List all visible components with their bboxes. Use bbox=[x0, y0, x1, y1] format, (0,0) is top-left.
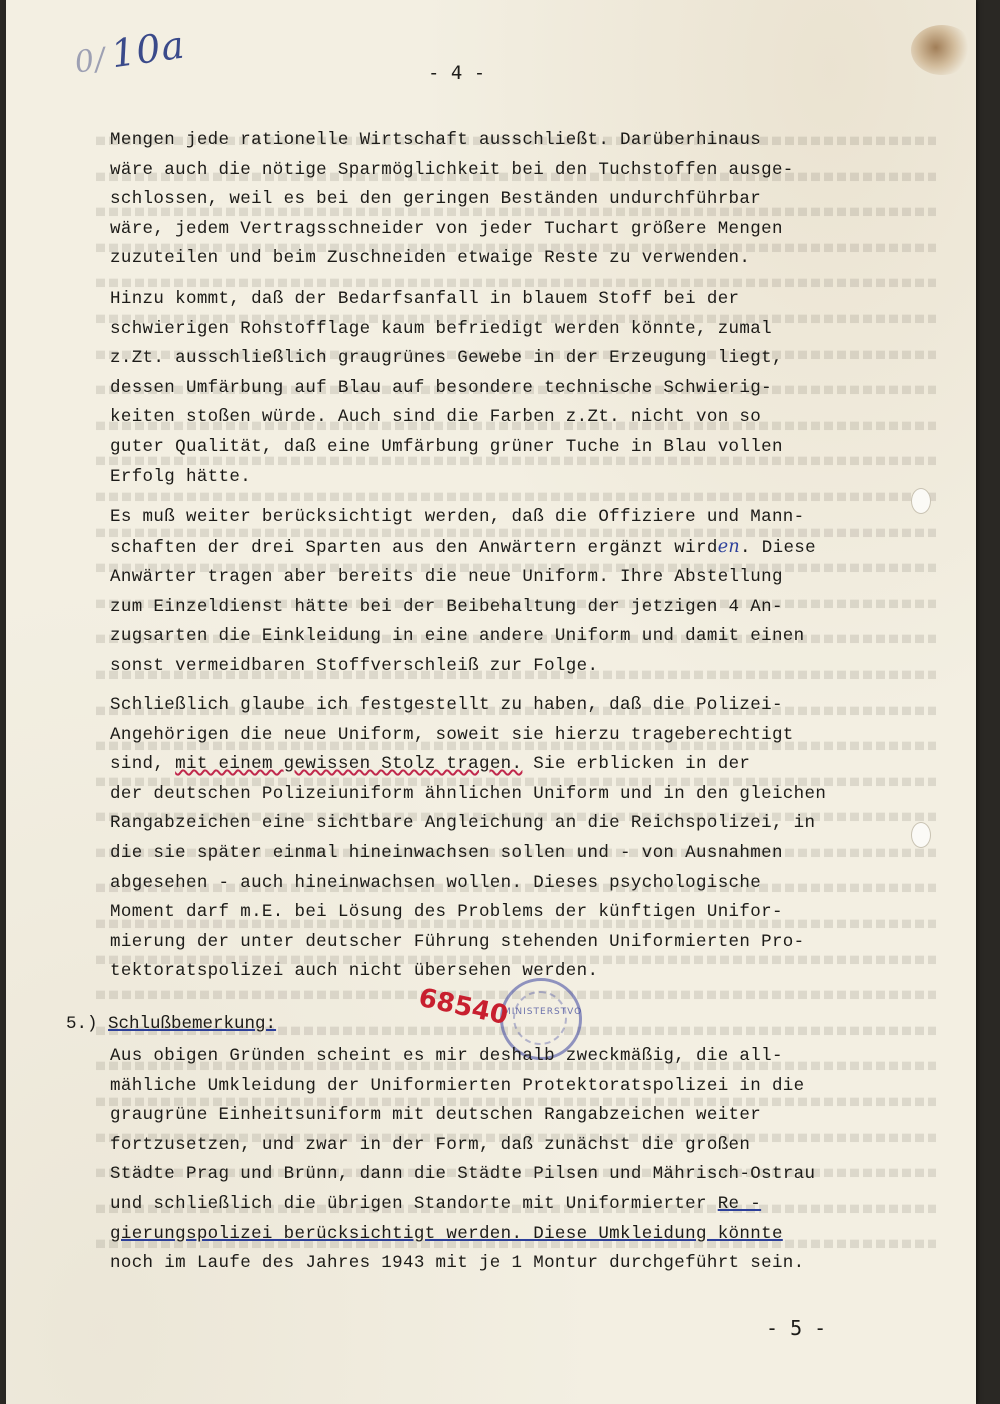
handwritten-faint-mark: 0/ bbox=[72, 41, 109, 81]
text-line: abgesehen - auch hineinwachsen wollen. Dieses psychologische bbox=[110, 872, 762, 893]
handwritten-reference bbox=[71, 22, 187, 81]
text-line: graugrüne Einheitsuniform mit deutschen Rangabzeichen weiter bbox=[110, 1105, 762, 1126]
text-line bbox=[110, 750, 910, 780]
paragraph-3 bbox=[110, 503, 910, 682]
underlined-phrase: mit einem gewissen Stolz tragen. bbox=[175, 754, 523, 775]
text-line-segment: schaften der drei Sparten aus den Anwärtern ergänzt wird bbox=[110, 537, 718, 558]
text-line: Anwärter tragen aber bereits die neue Uniform. Ihre Abstellung bbox=[110, 567, 783, 588]
text-line: tektoratspolizei auch nicht übersehen werden. bbox=[110, 961, 599, 982]
underlined-word: Re - bbox=[717, 1193, 762, 1214]
text-line: dessen Umfärbung auf Blau auf besondere technische Schwierig- bbox=[110, 377, 772, 398]
text-line: schwierigen Rohstofflage kaum befriedigt werden könnte, zumal bbox=[110, 318, 772, 339]
punch-hole-bottom bbox=[911, 822, 931, 848]
text-line-segment: Sie erblicken in der bbox=[522, 754, 751, 775]
page-number-bottom: - 5 - bbox=[766, 1316, 827, 1340]
text-line: Aus obigen Gründen scheint es mir deshalb zweckmäßig, die all- bbox=[110, 1046, 783, 1066]
text-line: Städte Prag und Brünn, dann die Städte Pilsen und Mährisch-Ostrau bbox=[110, 1164, 816, 1185]
text-line: noch im Laufe des Jahres 1943 mit je 1 Montur durchgeführt sein. bbox=[110, 1253, 805, 1274]
text-line: fortzusetzen, und zwar in der Form, daß zunächst die großen bbox=[110, 1134, 751, 1155]
text-line bbox=[110, 1220, 910, 1250]
text-line bbox=[110, 1190, 910, 1220]
section-heading: Schlußbemerkung: bbox=[108, 1014, 277, 1034]
section-number: 5.) bbox=[66, 1014, 98, 1034]
text-line: Es muß weiter berücksichtigt werden, daß die Offiziere und Mann- bbox=[110, 507, 805, 527]
text-line: zum Einzeldienst hätte bei der Beibehaltung der jetzigen 4 An- bbox=[110, 596, 783, 617]
text-line: guter Qualität, daß eine Umfärbung grüner Tuche in Blau vollen bbox=[110, 436, 783, 457]
text-line: sonst vermeidbaren Stoffverschleiß zur Folge. bbox=[110, 655, 599, 676]
handwritten-ref-text: 10a bbox=[108, 22, 188, 77]
text-line: mähliche Umkleidung der Uniformierten Protektoratspolizei in die bbox=[110, 1075, 805, 1096]
section-5-body bbox=[110, 1042, 910, 1279]
page-number-top: - 4 - bbox=[428, 62, 486, 84]
text-line: Angehörigen die neue Uniform, soweit sie hierzu trageberechtigt bbox=[110, 724, 794, 745]
punch-hole-top bbox=[911, 488, 931, 514]
text-line-segment: . Diese bbox=[740, 537, 816, 558]
stamp-text: MINISTERSTVO bbox=[503, 1007, 583, 1017]
text-line: Erfolg hätte. bbox=[110, 466, 252, 487]
text-line: zuzuteilen und beim Zuschneiden etwaige Reste zu verwenden. bbox=[110, 248, 751, 269]
paragraph-1 bbox=[110, 126, 910, 274]
text-line: die sie später einmal hineinwachsen sollen und - von Ausnahmen bbox=[110, 842, 783, 863]
text-line: zugsarten die Einkleidung in eine andere Uniform und damit einen bbox=[110, 626, 805, 647]
text-line: z.Zt. ausschließlich graugrünes Gewebe in der Erzeugung liegt, bbox=[110, 348, 783, 369]
text-line: keiten stoßen würde. Auch sind die Farben z.Zt. nicht von so bbox=[110, 407, 762, 428]
text-line-segment: sind, bbox=[110, 754, 176, 775]
text-line: Moment darf m.E. bei Lösung des Problems der künftigen Unifor- bbox=[110, 902, 783, 923]
text-line: wäre auch die nötige Sparmöglichkeit bei den Tuchstoffen ausge- bbox=[110, 159, 794, 180]
text-line: der deutschen Polizeiuniform ähnlichen Uniform und in den gleichen bbox=[110, 783, 827, 804]
text-line: wäre, jedem Vertragsschneider von jeder Tuchart größere Mengen bbox=[110, 218, 783, 239]
paragraph-2 bbox=[110, 285, 910, 492]
text-line: Hinzu kommt, daß der Bedarfsanfall in blauem Stoff bei der bbox=[110, 289, 740, 309]
paragraph-4 bbox=[110, 691, 910, 987]
document-page bbox=[6, 0, 976, 1404]
text-line bbox=[110, 533, 910, 564]
text-line-segment: gierungspolizei berücksichtigt werden. Diese Umkleidung könnte bbox=[110, 1223, 783, 1244]
section-5-label bbox=[66, 1014, 276, 1034]
text-line: schlossen, weil es bei den geringen Beständen undurchführbar bbox=[110, 189, 762, 210]
handwritten-insert: en bbox=[717, 536, 741, 557]
text-line-segment: und schließlich die übrigen Standorte mit Uniformierter bbox=[110, 1193, 718, 1214]
rust-stain bbox=[911, 25, 973, 75]
red-file-number: 68540 bbox=[415, 982, 511, 1032]
text-line: Mengen jede rationelle Wirtschaft ausschließt. Darüberhinaus bbox=[110, 130, 762, 150]
text-line: mierung der unter deutscher Führung stehenden Uniformierten Pro- bbox=[110, 931, 805, 952]
text-line: Schließlich glaube ich festgestellt zu haben, daß die Polizei- bbox=[110, 695, 783, 715]
text-line: Rangabzeichen eine sichtbare Angleichung an die Reichspolizei, in bbox=[110, 813, 816, 834]
